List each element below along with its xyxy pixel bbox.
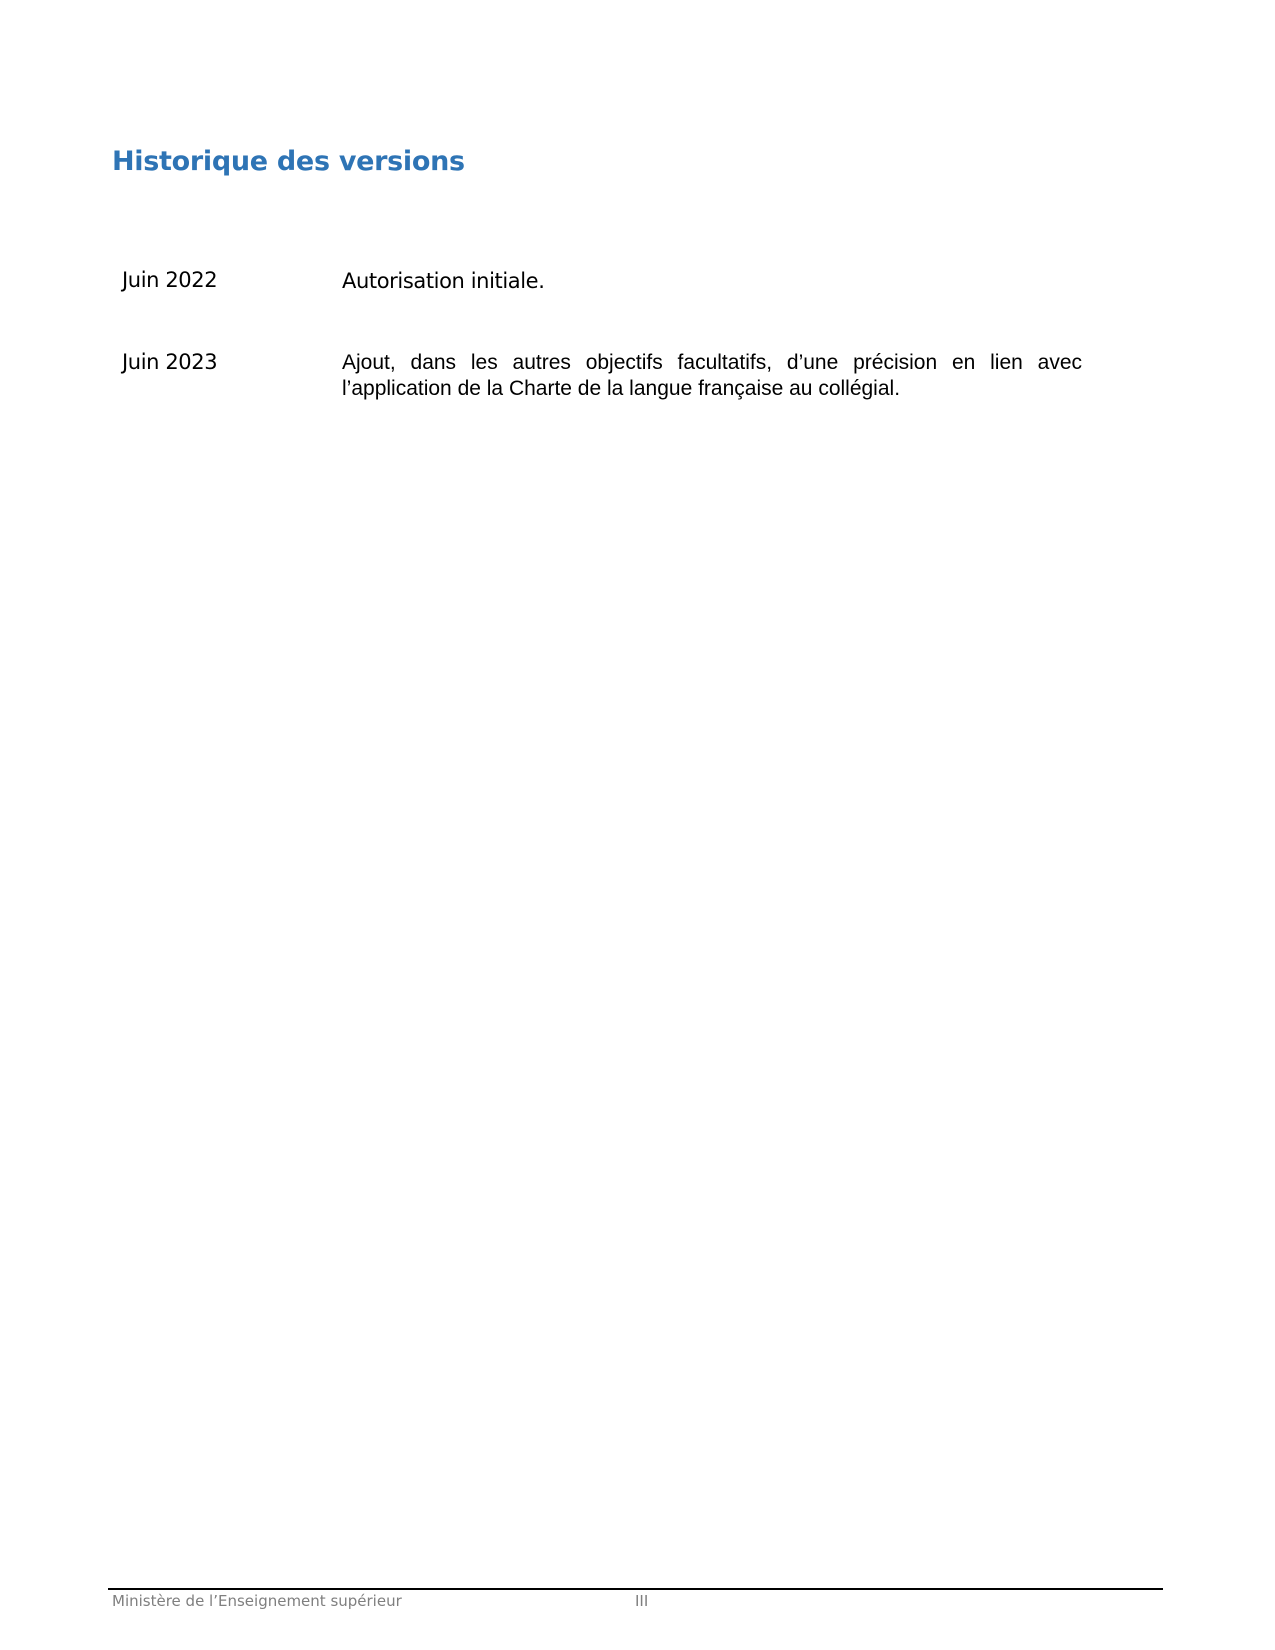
footer-organization: Ministère de l’Enseignement supérieur <box>112 1592 402 1610</box>
history-description: Ajout, dans les autres objectifs facultatifs, d’une précision en lien avec l’application de la Charte de la langue française au collégial. <box>342 351 1082 400</box>
history-date: Juin 2022 <box>122 268 218 292</box>
history-description: Autorisation initiale. <box>342 269 545 293</box>
footer-page-number: III <box>635 1592 649 1610</box>
footer-divider <box>108 1588 1163 1590</box>
page-title: Historique des versions <box>112 146 465 177</box>
history-date: Juin 2023 <box>122 350 218 374</box>
